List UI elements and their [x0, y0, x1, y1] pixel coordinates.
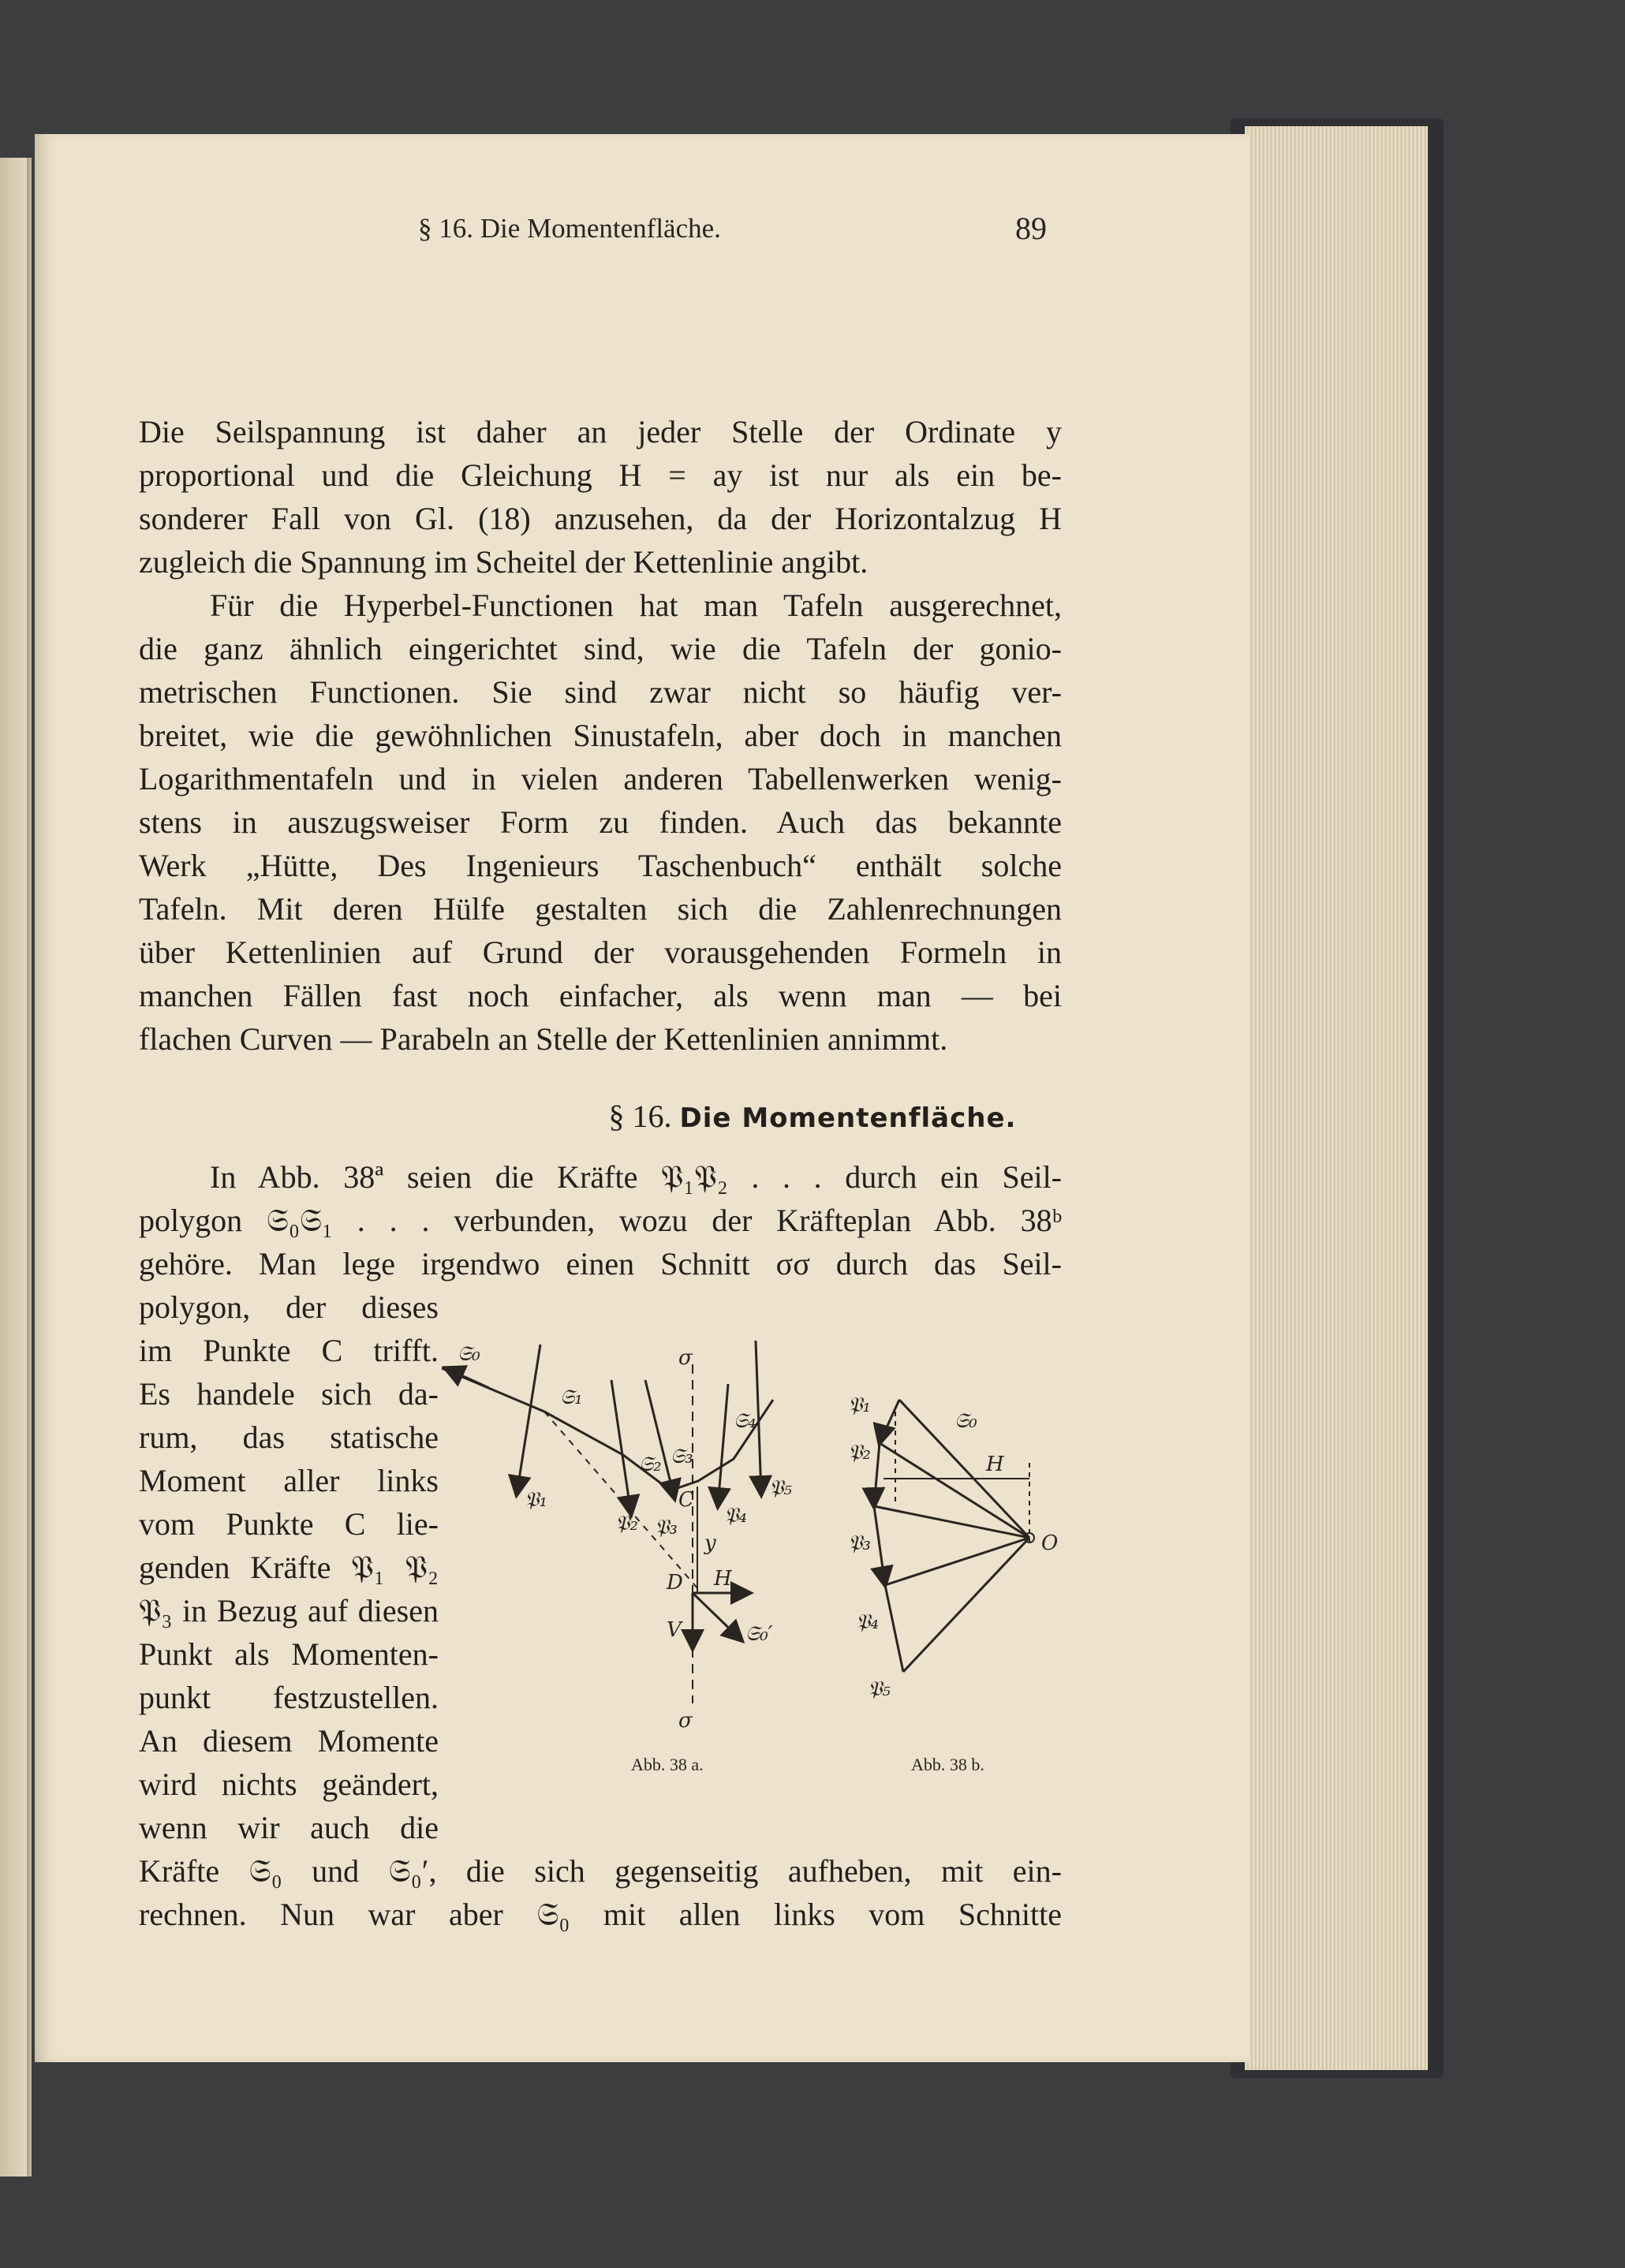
label-s0-38b: 𝔖₀	[954, 1409, 977, 1433]
label-s0: 𝔖₀	[458, 1342, 480, 1366]
label-p3-38b: 𝔓₃	[848, 1531, 871, 1555]
text-line: stens in auszugsweiser Form zu finden. Auch das bekannte	[139, 804, 1062, 840]
text-line: rechnen. Nun war aber 𝔖₀ mit allen links vom Schnitte	[139, 1897, 1062, 1932]
text-line: gehöre. Man lege irgendwo einen Schnitt σσ durch das Seil-	[139, 1246, 1062, 1281]
label-p2: 𝔓₂	[615, 1512, 638, 1535]
label-s1: 𝔖₁	[560, 1386, 583, 1409]
text-line: Punkt als Momenten-	[139, 1636, 439, 1672]
section-title: Die Momentenfläche.	[679, 1102, 1017, 1134]
text-line: zugleich die Spannung im Scheitel der Kettenlinie angibt.	[139, 544, 869, 580]
text-line: 𝔓₃ in Bezug auf diesen	[139, 1593, 439, 1628]
page-number: 89	[1015, 211, 1047, 246]
paragraph-3-beside-figure	[139, 1285, 439, 1849]
s0-prime-arrow	[693, 1593, 742, 1640]
caption-abb-38a: Abb. 38 a.	[631, 1755, 704, 1774]
label-p2-38b: 𝔓₂	[848, 1441, 871, 1464]
running-head	[0, 213, 1625, 252]
text-line: polygon 𝔖₀𝔖₁ . . . verbunden, wozu der Kräfteplan Abb. 38ᵇ	[139, 1203, 1062, 1238]
label-o: O	[1041, 1531, 1059, 1555]
text-line: polygon, der dieses	[139, 1289, 439, 1325]
label-p1-38b: 𝔓₁	[848, 1393, 871, 1417]
text-line: flachen Curven — Parabeln an Stelle der Kettenlinien annimmt.	[139, 1021, 948, 1057]
figure-38-drawing	[442, 1325, 1073, 1782]
label-sigma-bottom: σ	[678, 1709, 693, 1733]
paragraph-2	[139, 584, 1062, 1061]
label-p5-38b: 𝔓₅	[868, 1677, 891, 1701]
label-v: V	[667, 1618, 682, 1642]
text-line: proportional und die Gleichung H = ay ist nur als ein be-	[139, 457, 1062, 493]
label-p1: 𝔓₁	[525, 1488, 547, 1512]
caption-abb-38b: Abb. 38 b.	[911, 1755, 984, 1774]
force-p3-arrow	[645, 1380, 674, 1498]
text-line: genden Kräfte 𝔓₁ 𝔓₂	[139, 1550, 439, 1585]
label-y: y	[704, 1531, 716, 1555]
text-line: In Abb. 38ª seien die Kräfte 𝔓₁𝔓₂ . . . durch ein Seil-	[210, 1159, 1062, 1195]
label-sigma-top: σ	[678, 1346, 693, 1370]
text-line: sonderer Fall von Gl. (18) anzusehen, da der Horizontalzug H	[139, 501, 1062, 536]
label-p5: 𝔓₅	[769, 1476, 792, 1500]
label-p4: 𝔓₄	[724, 1504, 747, 1528]
text-line: An diesem Momente	[139, 1723, 439, 1759]
force-p4-arrow	[718, 1384, 728, 1506]
label-p3: 𝔓₃	[655, 1516, 678, 1539]
text-line: rum, das statische	[139, 1419, 439, 1455]
text-line: die ganz ähnlich eingerichtet sind, wie die Tafeln der gonio-	[139, 631, 1062, 666]
label-s3: 𝔖₃	[671, 1445, 693, 1468]
text-line: Logarithmentafeln und in vielen anderen Tabellenwerken wenig-	[139, 761, 1062, 796]
text-line: breitet, wie die gewöhnlichen Sinustafeln, aber doch in manchen	[139, 718, 1062, 753]
text-line: Werk „Hütte, Des Ingenieurs Taschenbuch“ enthält solche	[139, 848, 1062, 883]
text-line: im Punkte C trifft.	[139, 1333, 439, 1368]
dashed-extension	[544, 1412, 698, 1589]
running-head-title: § 16. Die Momentenfläche.	[418, 213, 721, 244]
text-line: Moment aller links	[139, 1463, 439, 1498]
text-line: Kräfte 𝔖₀ und 𝔖₀′, die sich gegenseitig aufheben, mit ein-	[139, 1853, 1062, 1889]
label-c: C	[678, 1488, 694, 1512]
text-line: Tafeln. Mit deren Hülfe gestalten sich die Zahlenrechnungen	[139, 891, 1062, 927]
label-s0-prime: 𝔖₀′	[745, 1622, 773, 1646]
text-line: Es handele sich da-	[139, 1376, 439, 1412]
text-line: Für die Hyperbel-Functionen hat man Tafeln ausgerechnet,	[210, 588, 1062, 623]
figure-38	[442, 1325, 1073, 1782]
label-s2: 𝔖₂	[639, 1453, 662, 1476]
label-p4-38b: 𝔓₄	[856, 1610, 879, 1634]
text-line: Die Seilspannung ist daher an jeder Stelle der Ordinate y	[139, 414, 1062, 449]
section-number: § 16.	[608, 1099, 672, 1134]
label-h-38b: H	[986, 1453, 1004, 1476]
label-s4: 𝔖₄	[734, 1409, 756, 1433]
paragraph-1	[139, 410, 1062, 584]
label-d: D	[667, 1571, 683, 1595]
paragraph-3	[139, 1155, 1062, 1285]
text-line: punkt festzustellen.	[139, 1680, 439, 1715]
text-line: wird nichts geändert,	[139, 1766, 439, 1802]
text-line: über Kettenlinien auf Grund der vorausgehenden Formeln in	[139, 934, 1062, 970]
s0-arrow	[446, 1368, 489, 1388]
force-p2-arrow	[611, 1380, 631, 1514]
text-line: manchen Fällen fast noch einfacher, als wenn man — bei	[139, 978, 1062, 1013]
text-line: wenn wir auch die	[139, 1810, 439, 1845]
text-line: vom Punkte C lie-	[139, 1506, 439, 1542]
force-p1-arrow	[517, 1345, 540, 1494]
paragraph-3-tail	[139, 1849, 1062, 1936]
section-heading	[0, 1098, 1625, 1135]
text-line: metrischen Functionen. Sie sind zwar nicht so häufig ver-	[139, 674, 1062, 710]
label-h-38a: H	[714, 1567, 732, 1591]
